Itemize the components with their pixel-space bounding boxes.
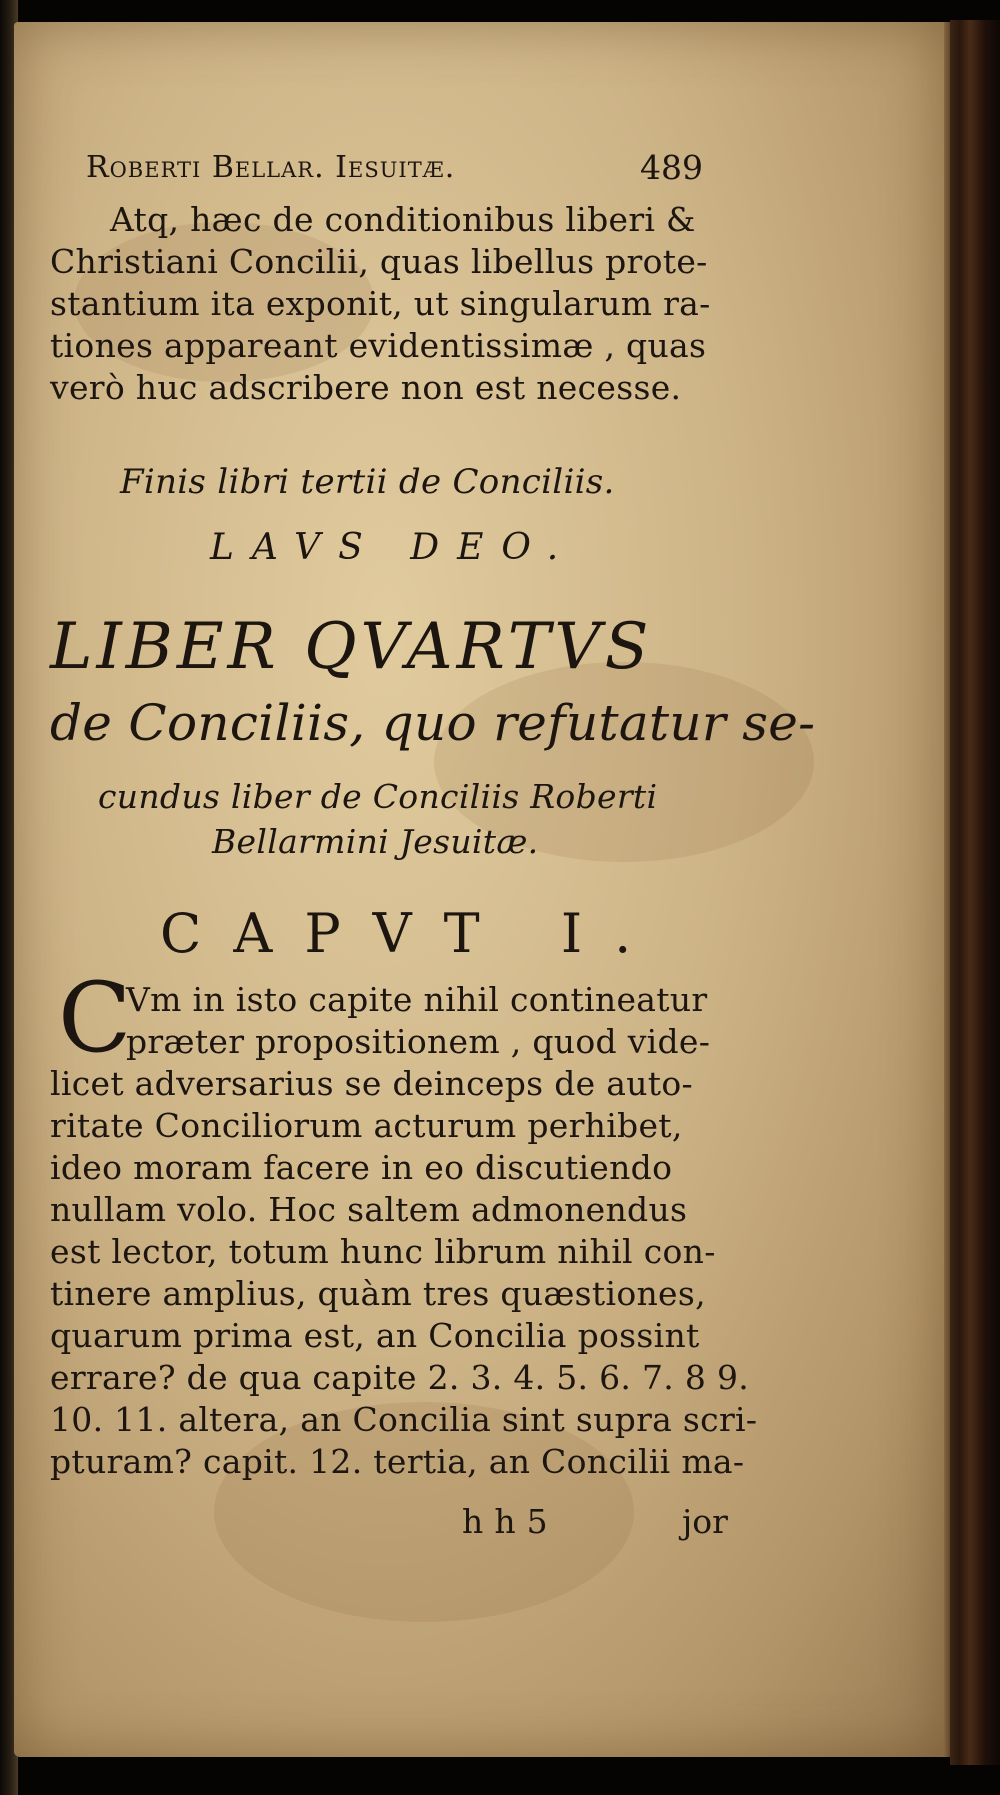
subtitle-line: de Conciliis, quo refutatur se- — [50, 694, 816, 752]
subtitle-line: cundus liber de Conciliis Roberti — [98, 777, 658, 816]
text-line: verò huc adscribere non est necesse. — [50, 368, 682, 407]
text-line: nullam volo. Hoc saltem admonendus — [50, 1190, 688, 1229]
text-line: ideo moram facere in eo discutiendo — [50, 1148, 673, 1187]
running-title: Roberti Bellar. Iesuitæ. — [86, 150, 456, 185]
drop-cap: C — [58, 962, 132, 1074]
signature-mark: h h 5 — [462, 1502, 548, 1541]
text-line: quarum prima est, an Concilia possint — [50, 1316, 700, 1355]
text-line: errare? de qua capite 2. 3. 4. 5. 6. 7. 8 9. — [50, 1358, 750, 1397]
text-line: tiones appareant evidentissimæ , quas — [50, 326, 707, 365]
text-line: stantium ita exponit, ut singularum ra- — [50, 284, 711, 323]
text-line: licet adversarius se deinceps de auto- — [50, 1064, 693, 1103]
text-line: tinere amplius, quàm tres quæstiones, — [50, 1274, 706, 1313]
book-title: LIBER QVARTVS — [50, 610, 653, 684]
chapter-heading: CAPVT I. — [160, 902, 664, 965]
page-number: 489 — [640, 148, 703, 187]
text-line: præter propositionem , quod vide- — [126, 1022, 711, 1061]
text-line: pturam? capit. 12. tertia, an Concilii ma- — [50, 1442, 745, 1481]
text-line: Atq, hæc de conditionibus liberi & — [110, 200, 696, 239]
book-cover-edge — [950, 20, 1000, 1765]
catchword: jor — [682, 1502, 728, 1541]
laus-deo: LAVS DEO. — [210, 527, 577, 568]
finis-line: Finis libri tertii de Conciliis. — [120, 462, 615, 502]
text-line: ritate Conciliorum acturum perhibet, — [50, 1106, 683, 1145]
text-line: Vm in isto capite nihil contineatur — [126, 980, 708, 1019]
text-line: Christiani Concilii, quas libellus prote- — [50, 242, 708, 281]
subtitle-line: Bellarmini Jesuitæ. — [212, 822, 539, 861]
text-line: est lector, totum hunc librum nihil con- — [50, 1232, 716, 1271]
text-line: 10. 11. altera, an Concilia sint supra scri- — [50, 1400, 758, 1439]
book-page — [14, 22, 944, 1757]
